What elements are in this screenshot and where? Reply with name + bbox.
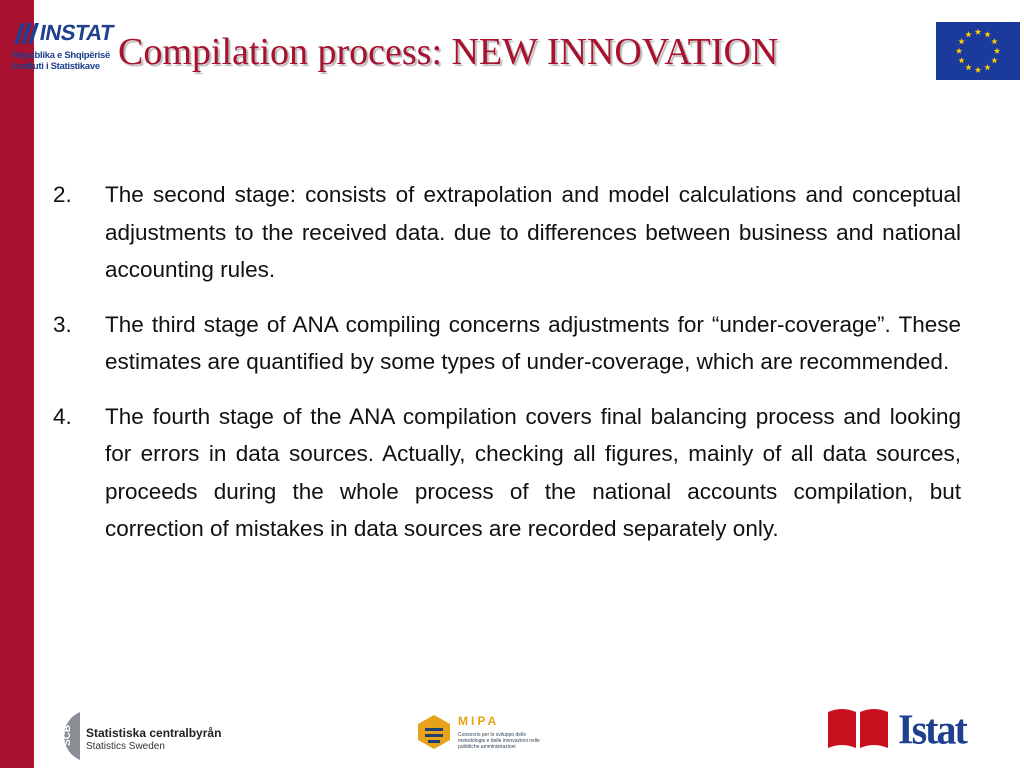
instat-logo-line2: Instituti i Statistikave [12,61,100,72]
instat-logo-name: INSTAT [37,20,116,45]
list-item [52,176,961,289]
instat-logo-line1: Republika e Shqipërisë [12,50,110,61]
page-title: Compilation process: NEW INNOVATION [118,31,779,73]
instat-logo [12,20,118,72]
mipa-logo [414,712,540,762]
stage-list [52,176,961,565]
eu-flag-icon [936,22,1020,80]
istat-name: Istat [898,705,966,754]
svg-text:SCB: SCB [62,724,73,746]
list-item-number: 3. [53,311,72,337]
list-item-text: The second stage: consists of extrapolation and model calculations and conceptual adjustments to the received data. due to differences between business and national accounting rules. [105,182,961,282]
mipa-tagline: Consorzio per lo sviluppo delle metodologie e delle innovazioni nelle pubbliche amministrazioni [458,732,540,750]
list-item [52,398,961,548]
mipa-name: MIPA [458,714,500,728]
left-accent-bar [0,0,34,768]
list-item-number: 2. [53,182,72,207]
scb-emblem-icon [52,710,82,762]
instat-emblem-icon [12,20,40,46]
list-item [52,306,961,381]
list-item-text: The third stage of ANA compiling concerns adjustments for “under-coverage”. These estimates are quantified by some types of under-coverage, which are recommended. [105,311,961,374]
istat-emblem-icon [826,704,892,748]
scb-subtitle: Statistics Sweden [86,741,165,752]
scb-logo [52,710,242,766]
list-item-number: 4. [53,403,72,429]
list-item-text: The fourth stage of the ANA compilation covers final balancing process and looking for errors in data sources. Actually, checking all figures, mainly of all data sources, proceeds during the whole process of the national accounts compilation, but correction of mistakes in data sources are recorded separately only. [105,403,961,541]
istat-logo [826,704,986,760]
mipa-emblem-icon [414,712,454,752]
scb-name: Statistiska centralbyrån [86,726,222,740]
